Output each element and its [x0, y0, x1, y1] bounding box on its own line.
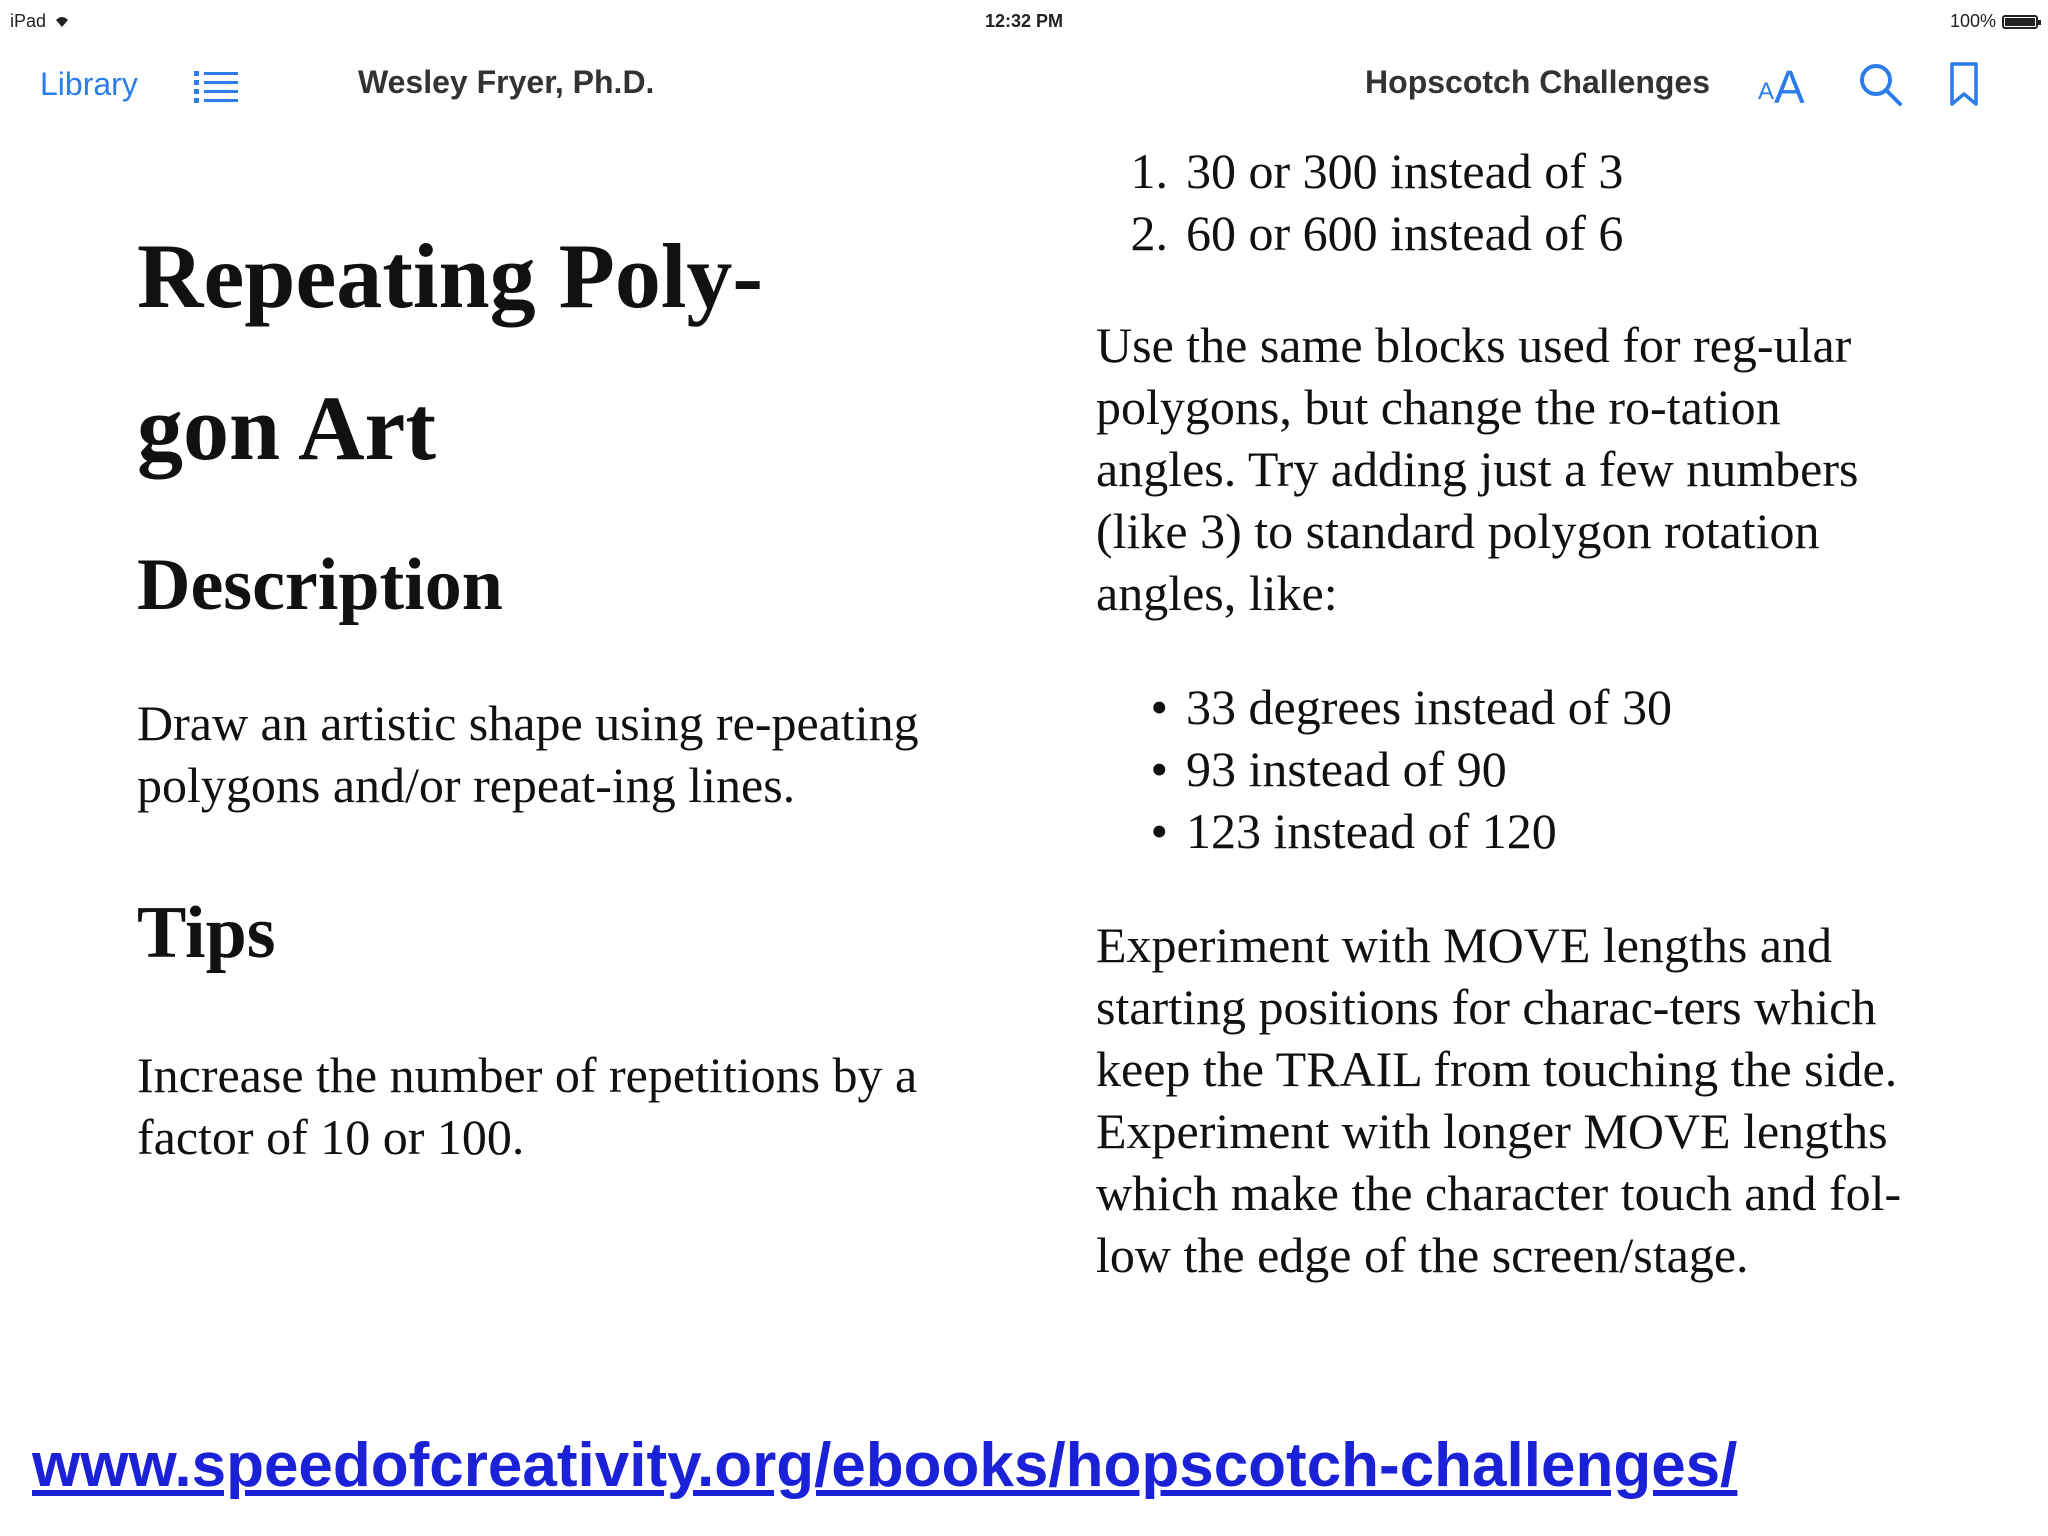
page-right-column [1096, 140, 1916, 1286]
library-button[interactable]: Library [40, 66, 138, 102]
device-label: iPad [10, 11, 47, 31]
list-item [1096, 800, 1916, 862]
battery-indicator [1950, 11, 2038, 32]
page-left-column [137, 200, 997, 1168]
status-bar [0, 0, 2048, 44]
bullet-list [1096, 676, 1916, 862]
bookmark-button[interactable] [1944, 60, 1984, 108]
book-author: Wesley Fryer, Ph.D. [358, 64, 655, 100]
font-size-icon: A [1758, 78, 1775, 105]
bullet-icon: • [1150, 741, 1168, 797]
move-lengths-paragraph: Experiment with MOVE lengths and starting positions for charac-ters which keep the TRAIL from touching the side. Experiment with longer MOVE lengths which make the character touch and fol-low the edge of the screen/stage. [1096, 917, 1902, 1283]
chapter-title-line-2: gon Art [137, 377, 436, 479]
bullet-icon: • [1150, 803, 1168, 859]
description-text: Draw an artistic shape using re-peating polygons and/or repeat-ing lines. [137, 695, 919, 813]
numbered-list [1096, 140, 1916, 264]
chapter-title-line-1: Repeating Poly- [137, 225, 764, 327]
reader-toolbar [0, 44, 2048, 124]
ebook-url-link[interactable]: www.speedofcreativity.org/ebooks/hopscotch-challenges/ [32, 1431, 1738, 1500]
bullet-icon: • [1150, 679, 1168, 735]
list-item-text: 30 or 300 instead of 3 [1186, 143, 1624, 199]
list-number: 1. [1130, 143, 1168, 199]
battery-percent: 100% [1949, 11, 1996, 31]
clock: 12:32 PM [984, 11, 1064, 31]
table-of-contents-button[interactable] [194, 68, 238, 104]
list-icon [194, 68, 238, 104]
list-item [1096, 676, 1916, 738]
tips-text: Increase the number of repetitions by a factor of 10 or 100. [137, 1047, 918, 1165]
list-item-text: 60 or 600 instead of 6 [1186, 205, 1624, 261]
book-title: Hopscotch Challenges [1365, 64, 1710, 100]
description-heading: Description [137, 544, 503, 626]
list-item [1096, 202, 1916, 264]
chapter-title [137, 200, 997, 504]
search-icon [1856, 60, 1904, 108]
battery-icon [2002, 15, 2038, 29]
list-item-text: 93 instead of 90 [1186, 741, 1507, 797]
bookmark-icon [1944, 60, 1984, 108]
font-size-icon-large: A [1774, 61, 1805, 113]
battery-fill [2005, 18, 2035, 26]
list-item-text: 123 instead of 120 [1186, 803, 1557, 859]
list-item [1096, 140, 1916, 202]
rotation-paragraph: Use the same blocks used for reg-ular polygons, but change the ro-tation angles. Try adding just a few numbers (like 3) to standard polygon rotation angles, like: [1096, 317, 1859, 621]
list-number: 2. [1130, 205, 1168, 261]
list-item [1096, 738, 1916, 800]
search-button[interactable] [1856, 60, 1904, 108]
list-item-text: 33 degrees instead of 30 [1186, 679, 1672, 735]
tips-heading: Tips [137, 892, 276, 974]
font-size-button[interactable] [1754, 58, 1814, 113]
